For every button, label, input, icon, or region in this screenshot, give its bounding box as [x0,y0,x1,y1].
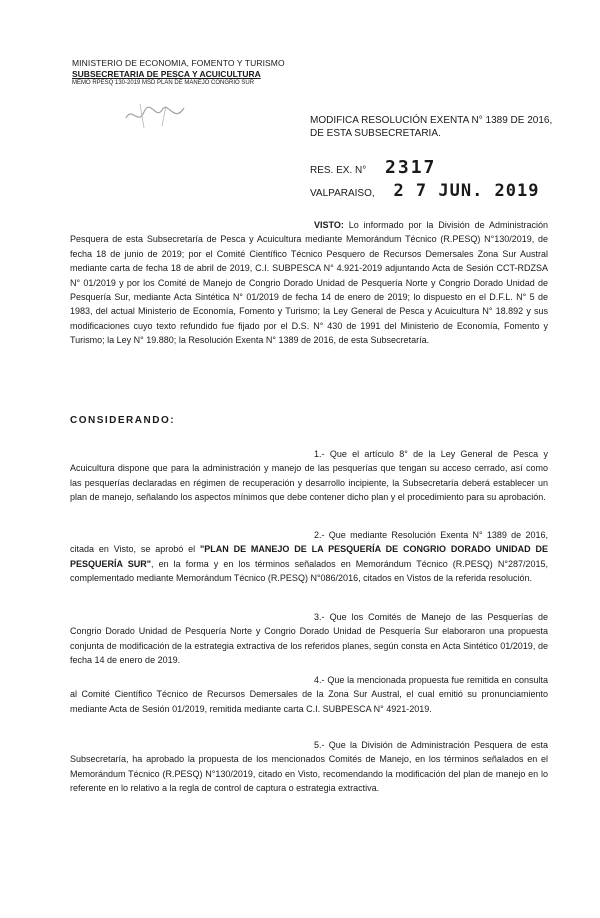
visto-label: VISTO: [314,220,344,230]
paragraph-1-text: Que el artículo 8° de la Ley General de Pesca y Acuicultura dispone que para la administración y manejo de las pesquerías que tengan su acceso cerrado, así como las pesquerías declaradas en régimen de recuperación y desarrollo incipiente, la Subsecretaría deberá establecer un plan de manejo, señalando los aspectos mínimos que debe contener dicho plan y el procedimiento para su aprobación. [70,449,548,503]
resolution-subject: MODIFICA RESOLUCIÓN EXENTA N° 1389 DE 2016, DE ESTA SUBSECRETARIA. [310,115,553,139]
resolution-label: RES. EX. N° [310,165,367,176]
resolution-number: 2317 [385,157,437,178]
paragraph-4-number: 4.- [314,675,325,685]
undersecretary-name: SUBSECRETARIA DE PESCA Y ACUICULTURA [72,69,261,79]
considerando-heading: CONSIDERANDO: [70,415,176,426]
place-date-line [310,181,540,201]
visto-text: Lo informado por la División de Administración Pesquera de esta Subsecretaría de Pesca y Acuicultura mediante Memorándum Técnico (R.PESQ) N°130/2019, de fecha 18 de junio de 2019; por el Comité Científico Técnico Pesquero de Recursos Demersales Zona Sur Austral mediante carta de fecha 18 de abril de 2019, C.I. SUBPESCA N° 4.921-2019 adjuntando Acta de Sesión CCT-RDZSA N° 01/2019 y por los Comité de Manejo de Congrio Dorado Unidad de Pesquería Norte y Congrio Dorado Unidad de Pesquería Sur, mediante Acta Sintética N° 01/2019 de fecha 14 de enero de 2019; lo dispuesto en el D.F.L. N° 5 de 1983, del actual Ministerio de Economía, Fomento y Turismo; la Ley General de Pesca y Acuicultura N° 18.892 y sus modificaciones cuyo texto refundido fue fijado por el D.S. N° 430 de 1991 del Ministerio de Economía, Fomento y Turismo; la Ley N° 19.880; la Resolución Exenta N° 1389 de 2016, de esta Subsecretaría. [70,220,548,346]
paragraph-5-number: 5.- [314,740,325,750]
paragraph-2-text-b: , en la forma y en los términos señalados en Memorándum Técnico (R.PESQ) N°287/2015, complementado mediante Memorándum Técnico (R.PESQ) N°086/2016, citados en Vistos de la referida resolución. [70,558,548,584]
ministry-name: MINISTERIO DE ECONOMIA, FOMENTO Y TURISMO [72,58,285,68]
signature-mark [122,100,192,130]
paragraph-4-text: Que la mencionada propuesta fue remitida en consulta al Comité Científico Técnico de Recursos Demersales de la Zona Sur Austral, el cual emitió su pronunciamiento mediante Acta de Sesión 01/2019, remitida mediante carta C.I. SUBPESCA N° 4921-2019. [70,675,548,714]
paragraph-3 [70,610,548,668]
memo-reference: MEMO RPESQ 130-2019 MSD PLAN DE MANEJO CONGRIO SUR [72,80,255,86]
paragraph-3-number: 3.- [314,612,325,622]
paragraph-5-text: Que la División de Administración Pesquera de esta Subsecretaría, ha aprobado la propuesta de los mencionados Comités de Manejo, en los términos señalados en el Memorándum Técnico (R.PESQ) N°130/2019, citado en Visto, recomendando la modificación del plan de manejo en lo referente en lo relativo a la regla de control de captura o estrategia extractiva. [70,740,548,794]
paragraph-4 [70,673,548,716]
paragraph-1-number: 1.- [314,449,325,459]
paragraph-3-text: Que los Comités de Manejo de las Pesquerías de Congrio Dorado Unidad de Pesquería Norte y Congrio Dorado Unidad de Pesquería Sur elaboraron una propuesta conjunta de modificación de la estrategia extractiva de los referidos planes, según consta en Acta Sintético 01/2019, de fecha 14 de enero de 2019. [70,612,548,666]
letterhead [72,58,312,86]
paragraph-2-text-a: Que mediante Resolución Exenta N° 1389 de 2016, citada en Visto, se aprobó el [70,530,548,555]
city: VALPARAISO, [310,188,375,199]
paragraph-2-number: 2.- [314,530,325,540]
visto-paragraph [70,218,548,348]
date-stamp: 2 7 JUN. 2019 [393,181,540,201]
plan-title: "PLAN DE MANEJO DE LA PESQUERÍA DE CONGRIO DORADO UNIDAD DE PESQUERÍA SUR" [70,544,549,569]
paragraph-1 [70,447,548,505]
resolution-number-line [310,157,436,178]
paragraph-5 [70,738,548,796]
paragraph-2 [70,528,548,586]
